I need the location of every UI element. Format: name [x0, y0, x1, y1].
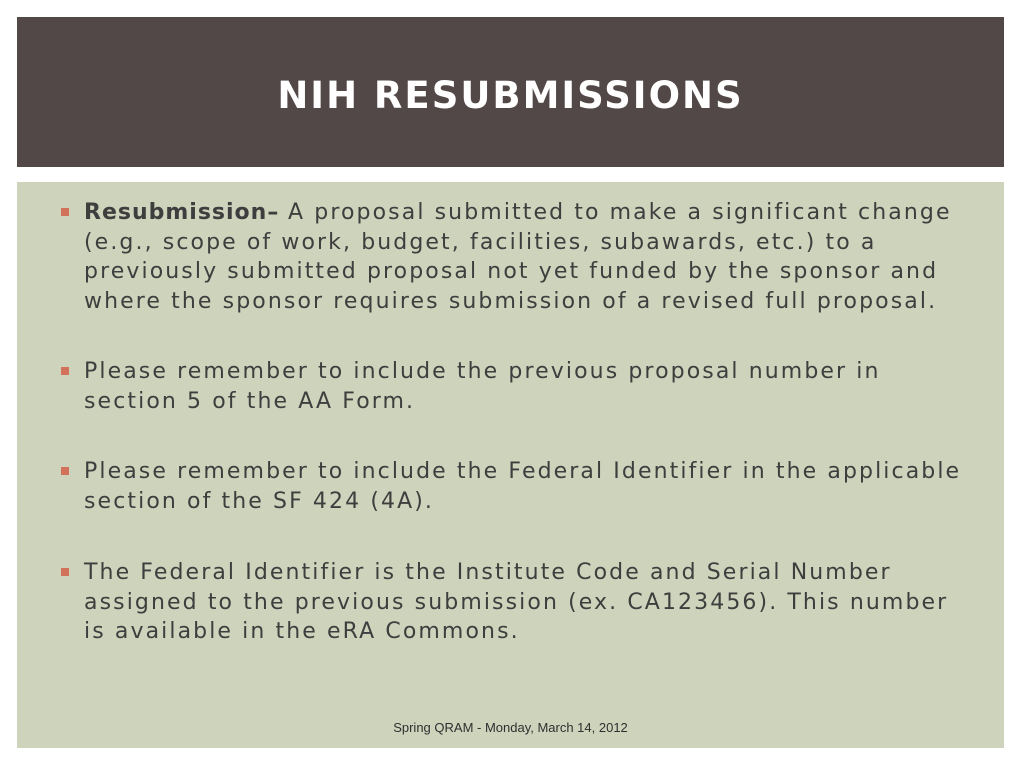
- bullet-term: Resubmission: [84, 200, 268, 225]
- square-bullet-icon: [61, 568, 69, 576]
- content-area: [17, 182, 1004, 748]
- bullet-item-federal-identifier: [17, 457, 1004, 516]
- bullet-item-resubmission: [17, 198, 1004, 316]
- term-separator: –: [267, 200, 289, 225]
- square-bullet-icon: [61, 467, 69, 475]
- bullet-text: Please remember to include the Federal Identifier in the applicable section of the SF 424 (4A).: [84, 459, 962, 514]
- square-bullet-icon: [61, 208, 69, 216]
- bullet-text: The Federal Identifier is the Institute Code and Serial Number assigned to the previous submission (ex. CA123456). This number is available in the eRA Commons.: [84, 560, 949, 644]
- square-bullet-icon: [61, 367, 69, 375]
- slide-footer: Spring QRAM - Monday, March 14, 2012: [393, 720, 628, 735]
- bullet-text: Please remember to include the previous proposal number in section 5 of the AA Form.: [84, 359, 881, 414]
- bullet-text: A proposal submitted to make a significant change (e.g., scope of work, budget, facilities, subawards, etc.) to a previously submitted proposal not yet funded by the sponsor and where the sponsor requires submission of a revised full proposal.: [84, 200, 952, 314]
- bullet-item-proposal-number: [17, 357, 1004, 416]
- slide-title: NIH RESUBMISSIONS: [277, 73, 744, 117]
- title-bar: [17, 17, 1004, 167]
- bullet-list: [17, 198, 1004, 647]
- bullet-item-identifier-definition: [17, 558, 1004, 647]
